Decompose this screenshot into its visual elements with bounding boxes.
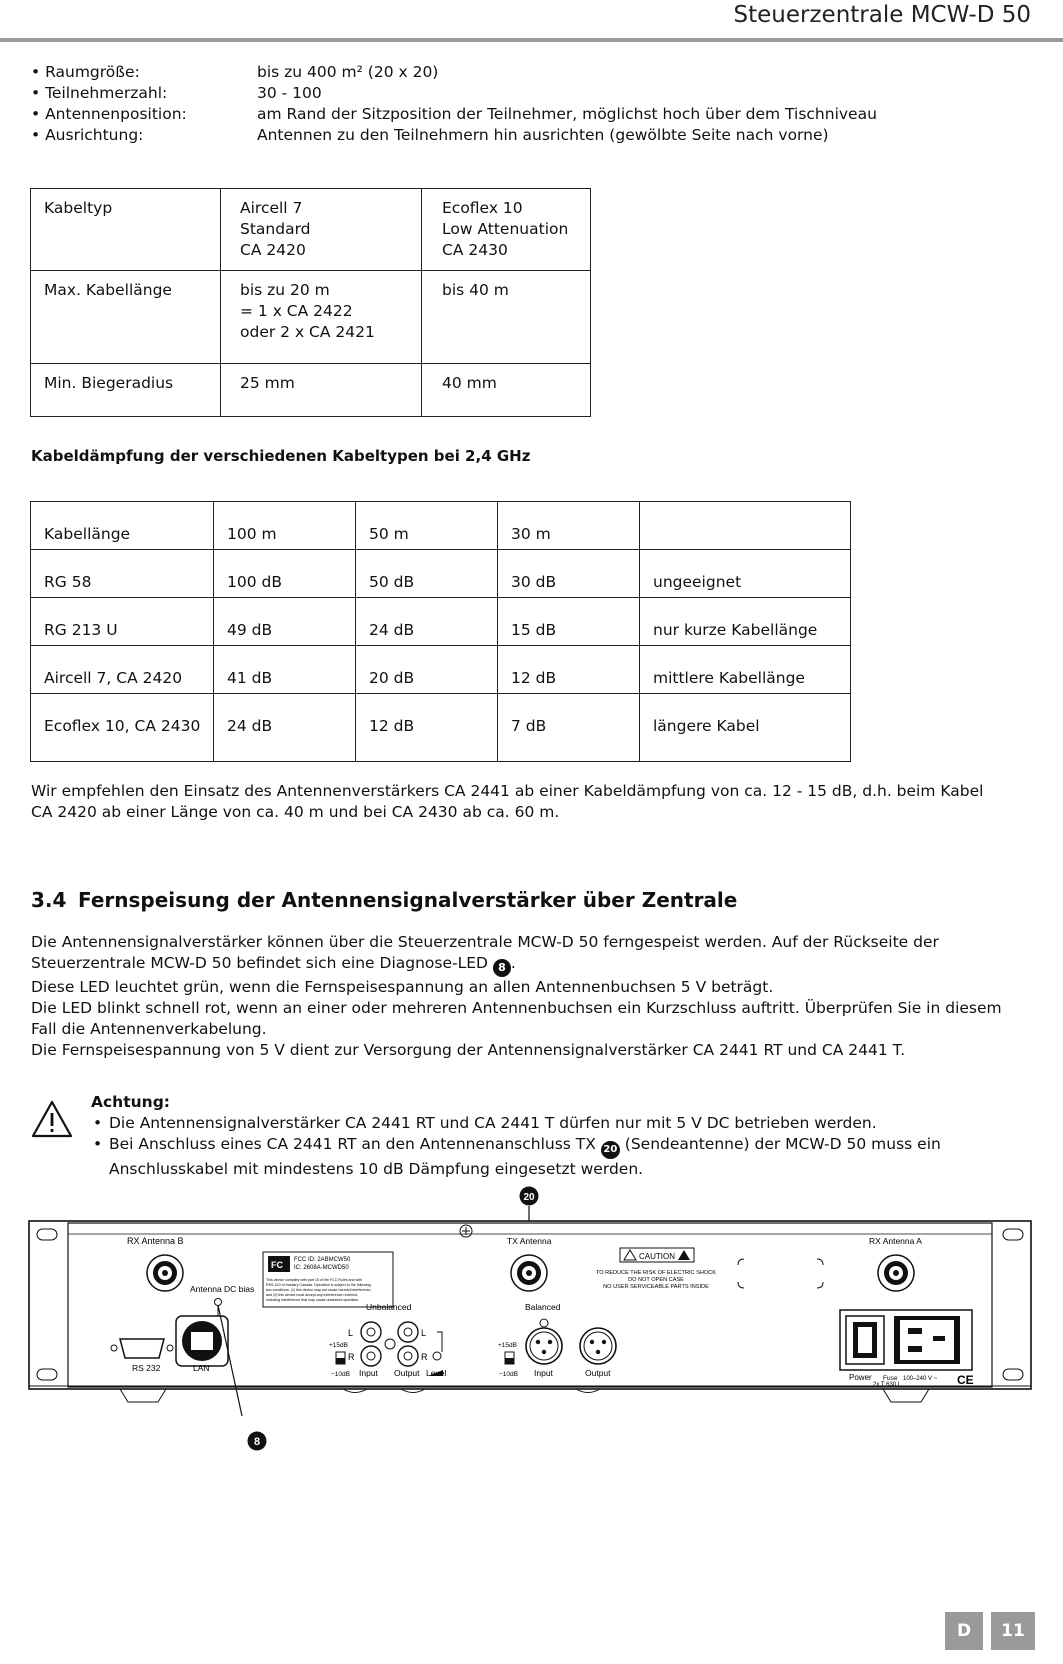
callout-marker: 8 xyxy=(493,959,511,977)
callout-marker: 20 xyxy=(601,1141,620,1159)
fcc-text: two conditions: (1) this device may not cause harmful interference, xyxy=(266,1288,372,1292)
voltage-label: 100–240 V ~ xyxy=(903,1376,938,1382)
table-cell: RG 58 xyxy=(31,550,214,598)
gain-switch-knob xyxy=(505,1358,514,1364)
table-row xyxy=(31,646,851,694)
spec-key: • Antennenposition: xyxy=(31,105,187,123)
table-cell: 12 dB xyxy=(498,646,640,694)
table-row xyxy=(31,550,851,598)
table-cell: 25 mm xyxy=(221,364,422,417)
foot xyxy=(883,1389,929,1402)
xlr-pin xyxy=(590,1340,594,1344)
channel-l-label: L xyxy=(421,1328,427,1338)
recommendation-text xyxy=(31,781,1031,823)
fcc-text: including interference that may cause undesired operation. xyxy=(266,1298,360,1302)
fcc-text: RSS-210 of Industry Canada. Operation is subject to the following xyxy=(266,1283,371,1287)
xlr-pin xyxy=(536,1340,540,1344)
iec-pin xyxy=(933,1336,945,1341)
spec-value: am Rand der Sitzposition der Teilnehmer, möglichst hoch über dem Tischniveau xyxy=(257,105,877,123)
table-cell: längere Kabel xyxy=(640,694,851,762)
table-cell: RG 213 U xyxy=(31,598,214,646)
table-cell: Min. Biegeradius xyxy=(31,364,221,417)
text-span: Bei Anschluss eines CA 2441 RT an den Antennenanschluss TX xyxy=(109,1135,596,1153)
level-label: Level xyxy=(426,1368,447,1378)
output-label: Output xyxy=(585,1368,611,1378)
caution-text: TO REDUCE THE RISK OF ELECTRIC SHOCK xyxy=(595,1270,717,1276)
table-cell: Aircell 7 Standard CA 2420 xyxy=(221,189,422,271)
gain-minus-label: −10dB xyxy=(499,1371,518,1378)
power-label: Power xyxy=(849,1373,872,1382)
antenna-dc-bias-label: Antenna DC bias xyxy=(190,1284,255,1294)
text-span: (Sendeantenne) der MCW-D 50 muss ein xyxy=(624,1135,941,1153)
text-span: Anschlusskabel mit mindestens 10 dB Dämpfung eingesetzt werden. xyxy=(109,1160,644,1178)
attenuation-table xyxy=(30,501,851,762)
text-span: . xyxy=(510,954,516,972)
footer-language-badge: D xyxy=(945,1612,983,1650)
text-line: Die LED blinkt schnell rot, wenn an einer oder mehreren Antennenbuchsen ein Kurzschluss auftritt. Überprüfen Sie in diesem xyxy=(31,999,1002,1017)
text-span: Steuerzentrale MCW-D 50 befindet sich eine Diagnose-LED xyxy=(31,954,488,972)
input-label: Input xyxy=(359,1368,378,1378)
iec-pin xyxy=(908,1346,922,1352)
connector-pin xyxy=(526,1270,532,1276)
rx-antenna-a-label: RX Antenna A xyxy=(869,1236,922,1246)
table-cell: 15 dB xyxy=(498,598,640,646)
table-cell: bis zu 20 m = 1 x CA 2422 oder 2 x CA 2421 xyxy=(221,271,422,364)
table-cell: bis 40 m xyxy=(422,271,591,364)
table-cell: mittlere Kabellänge xyxy=(640,646,851,694)
iec-pin xyxy=(908,1328,922,1334)
table-cell: 30 m xyxy=(498,502,640,550)
table-cell: 100 m xyxy=(214,502,356,550)
text-line: Die Antennensignalverstärker können über die Steuerzentrale MCW-D 50 ferngespeist werden. Auf der Rückseite der xyxy=(31,933,939,951)
section-heading xyxy=(31,888,737,912)
xlr-pin xyxy=(542,1350,546,1354)
text-line: Wir empfehlen den Einsatz des Antennenverstärkers CA 2441 ab einer Kabeldämpfung von ca. 12 - 15 dB, d.h. beim Kabel xyxy=(31,782,984,800)
power-switch-face xyxy=(858,1327,872,1353)
table-cell: 40 mm xyxy=(422,364,591,417)
warning-block xyxy=(91,1092,941,1180)
text-line xyxy=(31,953,1031,977)
callout-20-label: 20 xyxy=(523,1192,535,1203)
list-item: • Die Antennensignalverstärker CA 2441 RT und CA 2441 T dürfen nur mit 5 V DC betrieben werden. xyxy=(91,1113,941,1134)
lan-label: LAN xyxy=(193,1363,210,1373)
spec-key: • Teilnehmerzahl: xyxy=(31,84,168,102)
rs232-label: RS 232 xyxy=(132,1363,161,1373)
table-cell: nur kurze Kabellänge xyxy=(640,598,851,646)
gain-minus-label: −10dB xyxy=(331,1371,350,1378)
spec-key: • Ausrichtung: xyxy=(31,126,144,144)
table-cell: 30 dB xyxy=(498,550,640,598)
warning-title: Achtung: xyxy=(91,1093,170,1111)
table-cell: 24 dB xyxy=(356,598,498,646)
spec-value: bis zu 400 m² (20 x 20) xyxy=(257,63,439,81)
caution-title: CAUTION xyxy=(639,1252,675,1261)
table-cell xyxy=(640,502,851,550)
channel-l-label: L xyxy=(348,1328,354,1338)
table-cell: 49 dB xyxy=(214,598,356,646)
fcc-id: FCC ID: 2ABMCW50 xyxy=(294,1257,351,1263)
warning-icon xyxy=(31,1100,73,1138)
table-cell: Ecoflex 10, CA 2430 xyxy=(31,694,214,762)
text-line: Die Fernspeisespannung von 5 V dient zur Versorgung der Antennensignalverstärker CA 2441 RT und CA 2441 T. xyxy=(31,1041,906,1059)
fcc-text: This device complies with part 15 of the FCC Rules and with xyxy=(266,1278,362,1282)
table-cell: 50 dB xyxy=(356,550,498,598)
table-cell: Kabellänge xyxy=(31,502,214,550)
balanced-label: Balanced xyxy=(525,1302,561,1312)
header-rule xyxy=(0,38,1063,42)
gain-switch-knob xyxy=(336,1358,345,1364)
table-cell: 20 dB xyxy=(356,646,498,694)
table-row xyxy=(31,271,591,364)
channel-r-label: R xyxy=(348,1352,355,1362)
table-cell: Kabeltyp xyxy=(31,189,221,271)
xlr-pin xyxy=(602,1340,606,1344)
gain-plus-label: +15dB xyxy=(498,1342,517,1349)
callout-8-label: 8 xyxy=(253,1436,261,1448)
channel-r-label: R xyxy=(421,1352,428,1362)
connector-pin xyxy=(893,1270,899,1276)
xlr-pin xyxy=(548,1340,552,1344)
table-cell: ungeeignet xyxy=(640,550,851,598)
iec-inlet-face xyxy=(900,1320,954,1360)
rx-antenna-b-label: RX Antenna B xyxy=(127,1236,184,1246)
spec-key: • Raumgröße: xyxy=(31,63,140,81)
table-row xyxy=(31,364,591,417)
ic-id: IC: 2608A-MCWD50 xyxy=(294,1265,349,1271)
spec-value: Antennen zu den Teilnehmern hin ausrichten (gewölbte Seite nach vorne) xyxy=(257,126,829,144)
text-line: CA 2420 ab einer Länge von ca. 40 m und bei CA 2430 ab ca. 60 m. xyxy=(31,803,560,821)
gain-plus-label: +15dB xyxy=(329,1342,348,1349)
section-number: 3.4 xyxy=(31,888,67,912)
foot xyxy=(120,1389,166,1402)
table-row xyxy=(31,694,851,762)
table-cell: 100 dB xyxy=(214,550,356,598)
text-line: Diese LED leuchtet grün, wenn die Fernspeisespannung an allen Antennenbuchsen 5 V beträgt. xyxy=(31,978,774,996)
ce-mark: CE xyxy=(957,1373,974,1387)
table-cell: Max. Kabellänge xyxy=(31,271,221,364)
tx-antenna-label: TX Antenna xyxy=(507,1236,552,1246)
table-cell: Aircell 7, CA 2420 xyxy=(31,646,214,694)
input-label: Input xyxy=(534,1368,553,1378)
warning-list xyxy=(91,1113,941,1180)
table-cell: Ecoflex 10 Low Attenuation CA 2430 xyxy=(422,189,591,271)
fcc-text: and (2) this device must accept any interference received, xyxy=(266,1293,359,1297)
table-row xyxy=(31,189,591,271)
fcc-logo-text: FC xyxy=(271,1260,283,1270)
caution-text: DO NOT OPEN CASE xyxy=(628,1277,684,1283)
table-cell: 50 m xyxy=(356,502,498,550)
lan-socket xyxy=(191,1332,213,1350)
text-line: Fall die Antennenverkabelung. xyxy=(31,1020,267,1038)
page-header xyxy=(0,0,1063,44)
table-cell: 24 dB xyxy=(214,694,356,762)
page-title: Steuerzentrale MCW-D 50 xyxy=(733,2,1031,28)
footer-page-number: 11 xyxy=(991,1612,1035,1650)
connector-pin xyxy=(162,1270,168,1276)
table-cell: 41 dB xyxy=(214,646,356,694)
output-label: Output xyxy=(394,1368,420,1378)
body-text xyxy=(31,932,1031,1061)
fuse-label: Fuse xyxy=(883,1375,898,1382)
table-cell: 12 dB xyxy=(356,694,498,762)
table-header-row xyxy=(31,502,851,550)
device-rear-panel-illustration xyxy=(28,1186,1033,1454)
xlr-pin xyxy=(596,1350,600,1354)
cable-type-table xyxy=(30,188,591,417)
list-item xyxy=(91,1134,941,1180)
unbalanced-label: Unbalanced xyxy=(366,1302,412,1312)
table-cell: 7 dB xyxy=(498,694,640,762)
section-title: Fernspeisung der Antennensignalverstärker über Zentrale xyxy=(78,888,738,912)
attenuation-caption: Kabeldämpfung der verschiedenen Kabeltypen bei 2,4 GHz xyxy=(31,447,531,465)
table-row xyxy=(31,598,851,646)
caution-text: NO USER SERVICEABLE PARTS INSIDE xyxy=(603,1284,709,1290)
fuse-value: 2x T 630 L xyxy=(873,1382,902,1388)
spec-value: 30 - 100 xyxy=(257,84,322,102)
